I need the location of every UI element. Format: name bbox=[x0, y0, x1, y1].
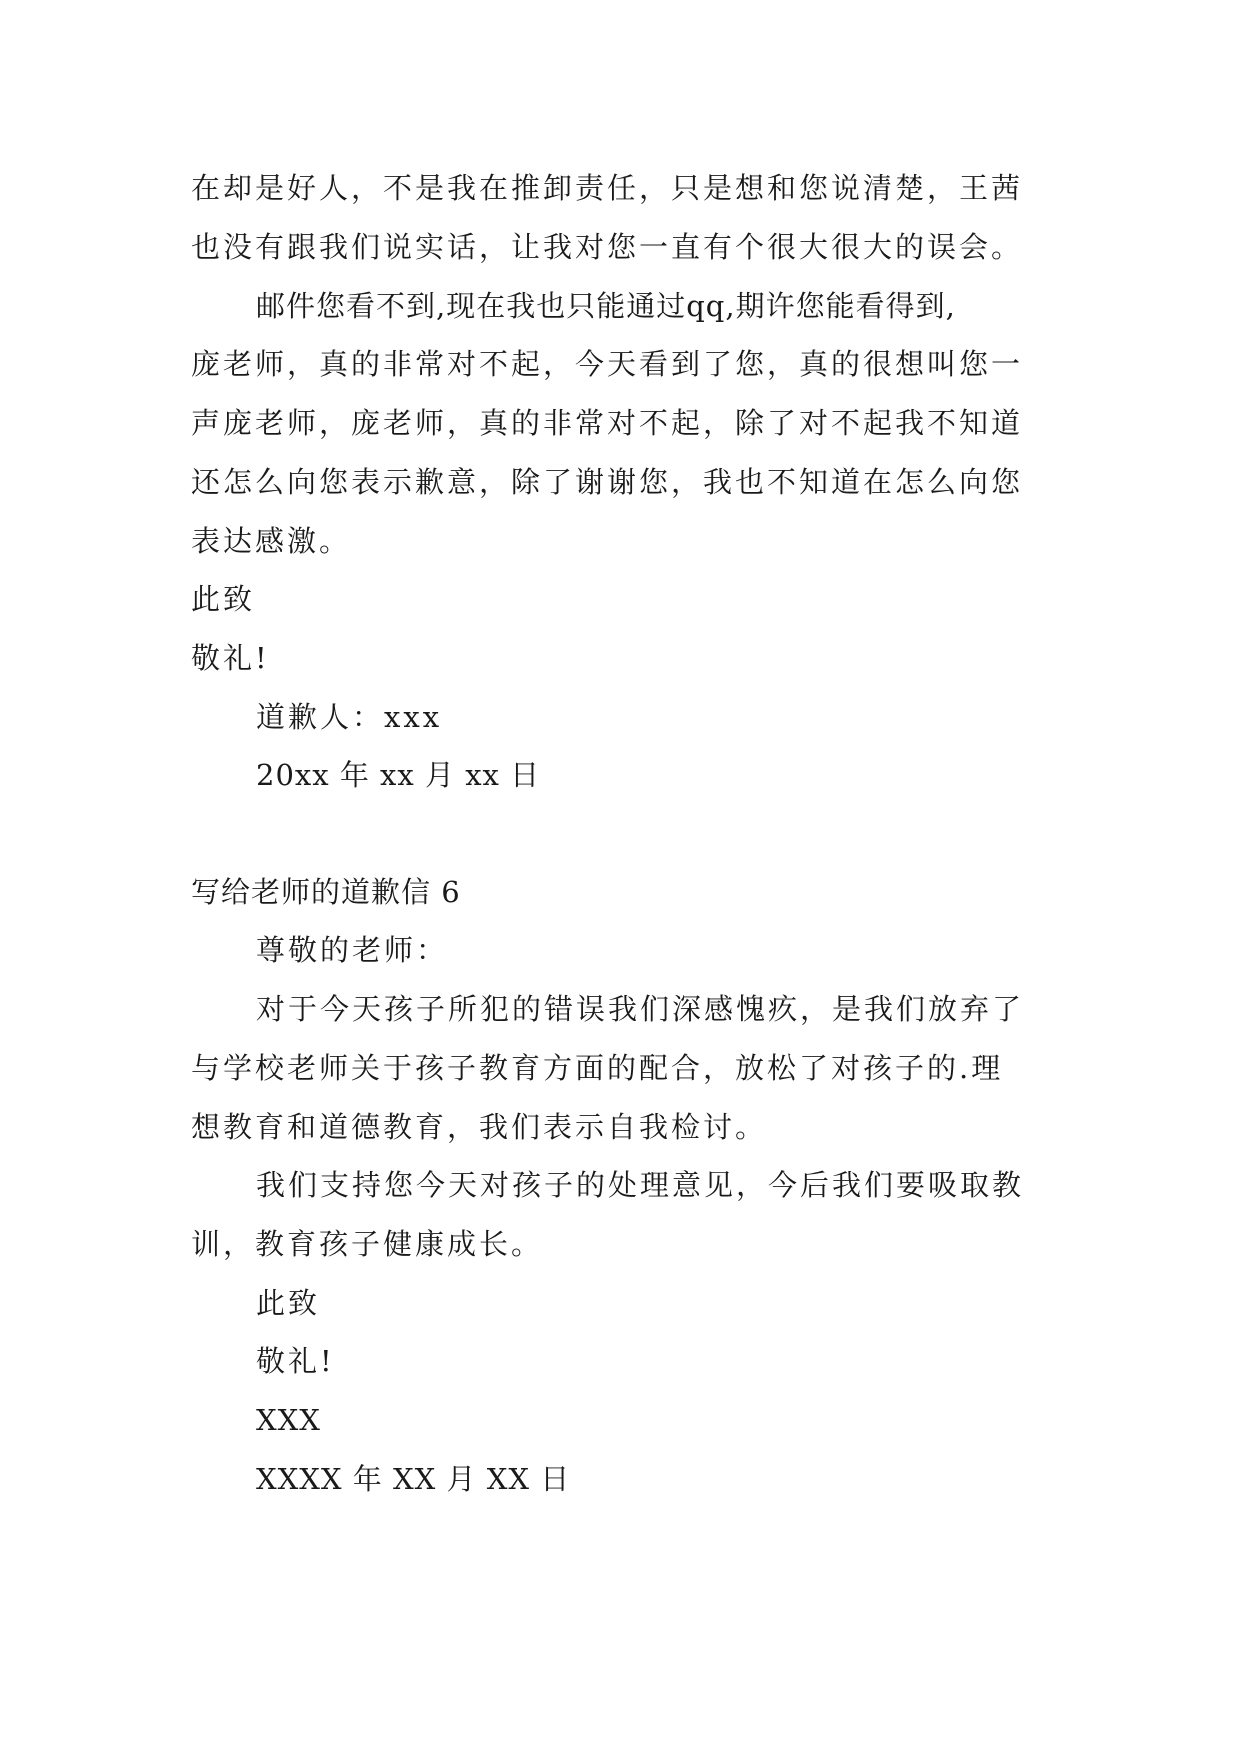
paragraph-line: 邮件您看不到,现在我也只能通过qq,期许您能看得到, bbox=[256, 289, 956, 323]
signer-name: XXX bbox=[256, 1403, 321, 1437]
salute-text: 敬礼! bbox=[191, 641, 270, 675]
paragraph-line: 对于今天孩子所犯的错误我们深感愧疚，是我们放弃了 bbox=[256, 992, 1025, 1026]
paragraph-line: 还怎么向您表示歉意，除了谢谢您，我也不知道在怎么向您 bbox=[191, 465, 1024, 499]
section-title: 写给老师的道歉信 6 bbox=[191, 875, 461, 909]
signer-name: 道歉人：xxx bbox=[256, 700, 443, 734]
paragraph-line: 也没有跟我们说实话，让我对您一直有个很大很大的误会。 bbox=[191, 230, 1024, 264]
closing-text: 此致 bbox=[256, 1286, 321, 1320]
paragraph-line: 声庞老师，庞老师，真的非常对不起，除了对不起我不知道 bbox=[191, 406, 1024, 440]
paragraph-line: 在却是好人，不是我在推卸责任，只是想和您说清楚，王茜 bbox=[191, 171, 1024, 205]
signature-date: 20xx 年 xx 月 xx 日 bbox=[256, 758, 541, 792]
paragraph-line: 想教育和道德教育，我们表示自我检讨。 bbox=[191, 1110, 768, 1144]
signature-date: XXXX 年 XX 月 XX 日 bbox=[256, 1462, 571, 1496]
paragraph-line: 庞老师，真的非常对不起，今天看到了您，真的很想叫您一 bbox=[191, 347, 1024, 381]
paragraph-line: 我们支持您今天对孩子的处理意见，今后我们要吸取教 bbox=[256, 1168, 1025, 1202]
greeting-text: 尊敬的老师： bbox=[256, 933, 449, 967]
salute-text: 敬礼! bbox=[256, 1344, 335, 1378]
paragraph-line: 训，教育孩子健康成长。 bbox=[191, 1227, 544, 1261]
paragraph-line: 表达感激。 bbox=[191, 524, 352, 558]
closing-text: 此致 bbox=[191, 582, 256, 616]
paragraph-line: 与学校老师关于孩子教育方面的配合，放松了对孩子的.理 bbox=[191, 1051, 1004, 1085]
